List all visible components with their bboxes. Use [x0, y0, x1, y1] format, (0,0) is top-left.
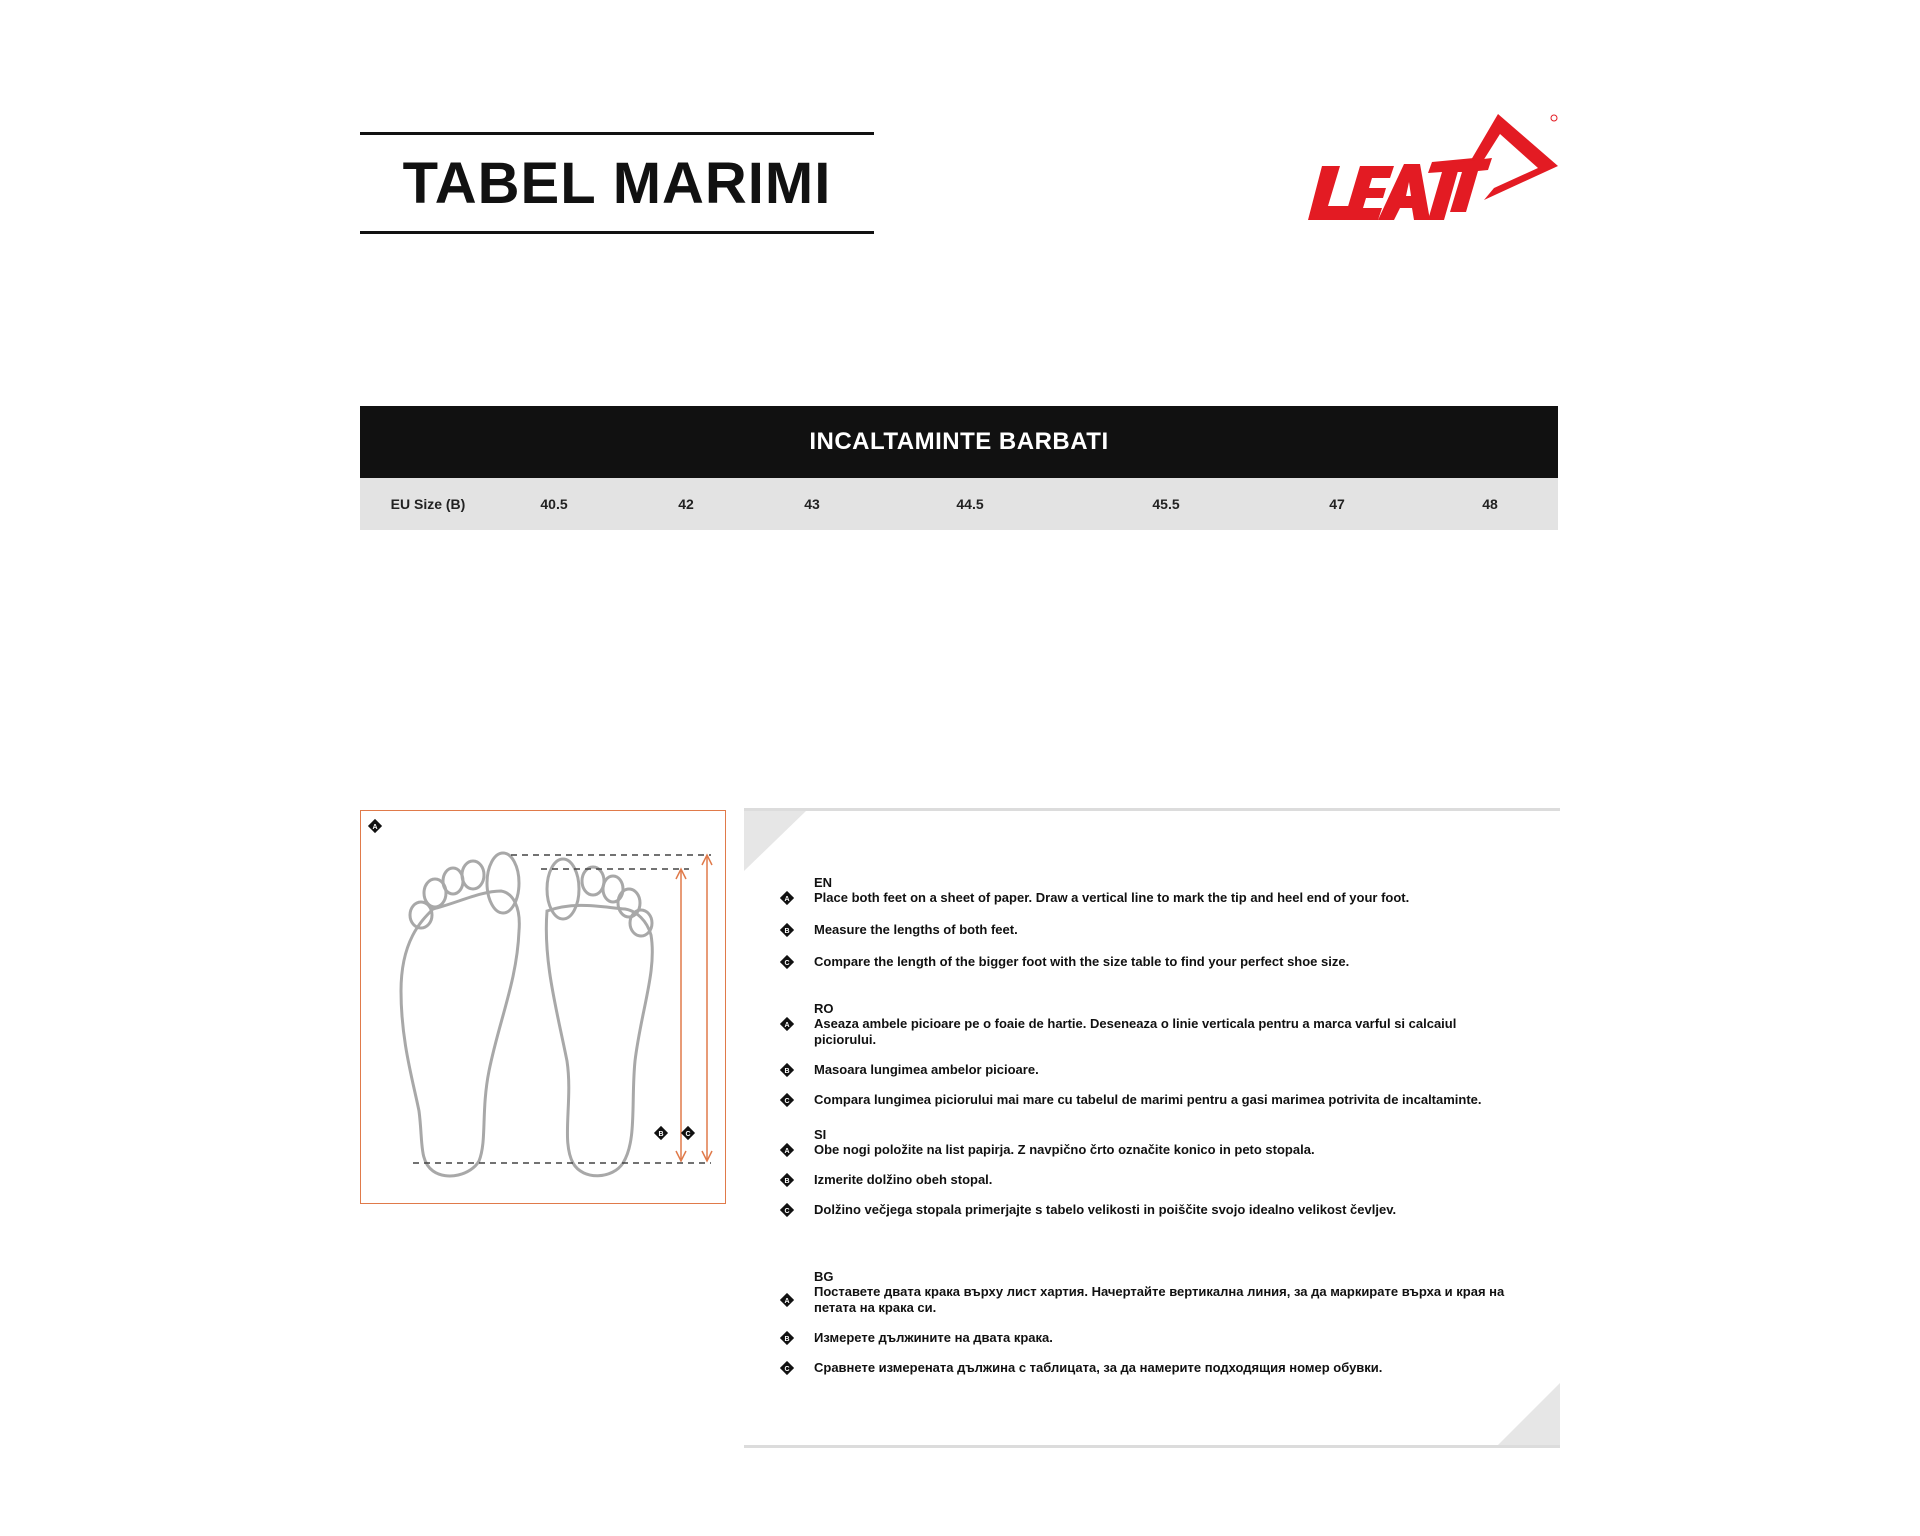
lang-code: EN: [814, 875, 833, 890]
step-text: Dolžino večjega stopala primerjajte s tabelo velikosti in poiščite svojo idealno velikost čevljev.: [814, 1202, 1397, 1217]
marker-b-icon: [780, 1331, 794, 1345]
step-b: [784, 922, 1514, 938]
right-foot-icon: [546, 859, 652, 1176]
marker-a-icon: [780, 1293, 794, 1307]
step-text: Izmerite dolžino obeh stopal.: [814, 1172, 993, 1187]
step-text: Measure the lengths of both feet.: [814, 922, 1018, 937]
step-b: [784, 1330, 1514, 1346]
step-c: [784, 954, 1514, 970]
size-cell: 48: [1482, 496, 1498, 512]
step-c: [784, 1092, 1514, 1108]
svg-text:A: A: [784, 1148, 790, 1155]
step-text: Измерете дължините на двата крака.: [814, 1330, 1053, 1345]
svg-text:B: B: [784, 1068, 790, 1075]
table-header: [360, 406, 1558, 478]
svg-text:C: C: [784, 1098, 790, 1105]
size-cell: 40.5: [540, 496, 568, 512]
instructions-en: [784, 875, 1514, 970]
page-title: TABEL MARIMI: [402, 150, 832, 216]
svg-text:C: C: [784, 1208, 790, 1215]
measure-arrows: [676, 855, 712, 1161]
step-text: Поставете двата крака върху лист хартия. Начертайте вертикална линия, за да маркирате върха и края на петата на крака си.: [814, 1284, 1505, 1315]
step-b: [784, 1172, 1514, 1188]
step-a: [784, 1142, 1514, 1158]
lang-code: SI: [814, 1127, 827, 1142]
step-b: [784, 1062, 1514, 1078]
marker-a-icon: [780, 891, 794, 905]
foot-illustration: [361, 811, 727, 1205]
marker-c-icon: [780, 1361, 794, 1375]
marker-c-icon: [780, 955, 794, 969]
marker-a-icon: [368, 819, 382, 833]
marker-b-icon: [654, 1126, 668, 1140]
marker-a-icon: [780, 1017, 794, 1031]
size-cell: 44.5: [956, 496, 984, 512]
size-row: [360, 478, 1558, 530]
size-row-label: EU Size (B): [390, 496, 466, 512]
svg-text:B: B: [784, 1178, 790, 1185]
divider: [744, 808, 1560, 811]
marker-c-icon: [681, 1126, 695, 1140]
corner-decoration: [744, 811, 806, 871]
instructions-si: [784, 1127, 1514, 1218]
step-text: Place both feet on a sheet of paper. Draw a vertical line to mark the tip and heel end of your foot.: [814, 890, 1410, 905]
marker-a-label: A: [372, 824, 378, 831]
marker-b-icon: [780, 1173, 794, 1187]
title-block: [360, 132, 874, 234]
left-foot-icon: [401, 853, 519, 1176]
step-text: Masoara lungimea ambelor picioare.: [814, 1062, 1039, 1077]
marker-c-label: C: [685, 1131, 691, 1138]
step-text: Obe nogi položite na list papirja. Z navpično črto označite konico in peto stopala.: [814, 1142, 1315, 1157]
step-a: [784, 1016, 1514, 1048]
size-cell: 47: [1329, 496, 1345, 512]
step-text: Compara lungimea piciorului mai mare cu tabelul de marimi pentru a gasi marimea potrivita de incaltaminte.: [814, 1092, 1482, 1107]
svg-text:C: C: [784, 1366, 790, 1373]
svg-text:A: A: [784, 1022, 790, 1029]
svg-text:B: B: [784, 928, 790, 935]
foot-diagram: [360, 810, 726, 1204]
step-c: [784, 1202, 1514, 1218]
step-c: [784, 1360, 1514, 1376]
step-a: [784, 890, 1514, 906]
svg-text:A: A: [784, 896, 790, 903]
marker-c-icon: [780, 1203, 794, 1217]
step-text: Aseaza ambele picioare pe o foaie de hartie. Deseneaza o linie verticala pentru a marca varful si calcaiul piciorului.: [814, 1016, 1457, 1047]
svg-text:B: B: [784, 1336, 790, 1343]
marker-a-icon: [780, 1143, 794, 1157]
table-header-label: INCALTAMINTE BARBATI: [809, 428, 1109, 455]
step-a: [784, 1284, 1514, 1316]
instructions-ro: [784, 1001, 1514, 1108]
marker-b-icon: [780, 923, 794, 937]
leatt-logo: [1308, 108, 1560, 228]
svg-text:A: A: [784, 1298, 790, 1305]
instructions-panel: [744, 808, 1560, 1448]
step-text: Сравнете измерената дължина с таблицата, за да намерите подходящия номер обувки.: [814, 1360, 1383, 1375]
lang-code: RO: [814, 1001, 834, 1016]
marker-b-icon: [780, 1063, 794, 1077]
lang-code: BG: [814, 1269, 834, 1284]
step-text: Compare the length of the bigger foot with the size table to find your perfect shoe size.: [814, 954, 1350, 969]
size-cell: 43: [804, 496, 820, 512]
divider: [744, 1445, 1560, 1448]
svg-text:C: C: [784, 960, 790, 967]
marker-c-icon: [780, 1093, 794, 1107]
instructions-bg: [784, 1269, 1514, 1376]
size-cell: 42: [678, 496, 694, 512]
corner-decoration: [1498, 1383, 1560, 1445]
marker-b-label: B: [658, 1131, 664, 1138]
size-cell: 45.5: [1152, 496, 1180, 512]
